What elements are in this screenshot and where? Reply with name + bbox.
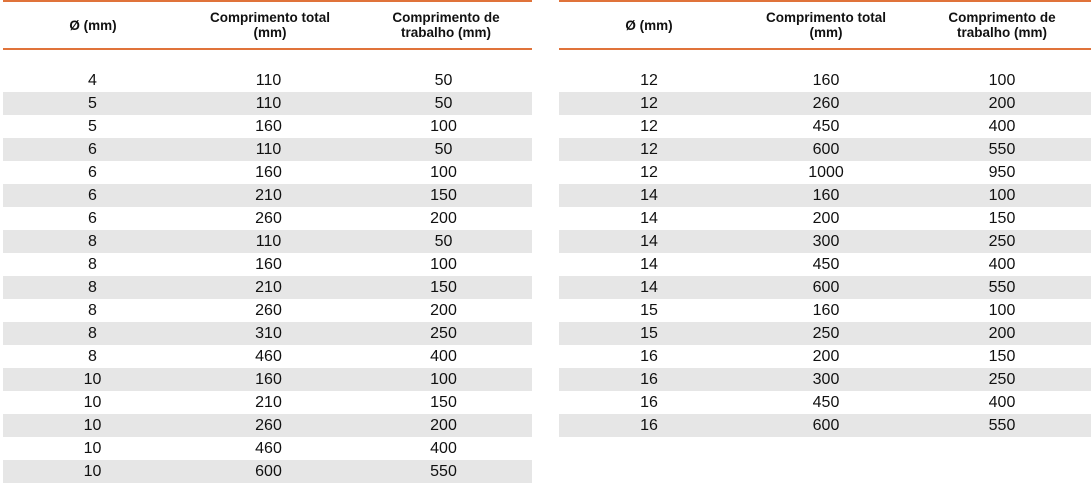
cell-diameter: 8: [88, 347, 97, 365]
table-row: [559, 391, 1091, 414]
cell-diameter: 8: [88, 324, 97, 342]
table-row: [559, 92, 1091, 115]
table-row: [559, 138, 1091, 161]
cell-working-length: 100: [988, 71, 1016, 89]
right-table: [559, 0, 1091, 434]
cell-total-length: 460: [255, 439, 282, 457]
cell-total-length: 600: [812, 140, 840, 158]
table-row: [559, 207, 1091, 230]
cell-working-length: 400: [988, 255, 1016, 273]
cell-working-length: 250: [988, 232, 1016, 250]
cell-total-length: 210: [255, 278, 282, 296]
header-diameter: Ø (mm): [625, 17, 673, 33]
cell-diameter: 16: [640, 416, 658, 434]
cell-working-length: 100: [430, 117, 457, 135]
cell-total-length: 300: [812, 232, 840, 250]
table-row: [3, 92, 532, 115]
cell-diameter: 10: [83, 439, 102, 457]
cell-diameter: 10: [83, 393, 102, 411]
table-row: [3, 115, 532, 138]
cell-working-length: 550: [430, 462, 457, 480]
table-row: [559, 69, 1091, 92]
cell-diameter: 12: [640, 117, 658, 135]
table-row: [559, 184, 1091, 207]
cell-working-length: 50: [434, 94, 453, 112]
table-row: [3, 253, 532, 276]
cell-diameter: 8: [88, 232, 97, 250]
cell-total-length: 600: [812, 416, 840, 434]
cell-total-length: 160: [812, 301, 840, 319]
cell-total-length: 450: [812, 393, 840, 411]
cell-diameter: 15: [640, 324, 658, 342]
cell-working-length: 550: [988, 416, 1016, 434]
cell-working-length: 50: [434, 232, 453, 250]
table-row: [559, 414, 1091, 437]
cell-total-length: 210: [255, 186, 282, 204]
cell-diameter: 10: [83, 416, 102, 434]
table-row: [559, 368, 1091, 391]
cell-working-length: 200: [988, 324, 1016, 342]
cell-diameter: 12: [640, 71, 658, 89]
cell-total-length: 260: [255, 416, 282, 434]
cell-working-length: 150: [988, 209, 1016, 227]
cell-working-length: 100: [430, 163, 457, 181]
cell-total-length: 250: [812, 324, 840, 342]
header-total-length: Comprimento total (mm): [210, 10, 330, 40]
cell-total-length: 260: [255, 301, 282, 319]
table-row: [3, 69, 532, 92]
table-row: [3, 138, 532, 161]
table-row: [3, 322, 532, 345]
cell-working-length: 100: [430, 370, 457, 388]
table-row: [559, 276, 1091, 299]
cell-working-length: 200: [988, 94, 1016, 112]
cell-diameter: 5: [88, 117, 97, 135]
cell-total-length: 110: [255, 232, 282, 250]
cell-total-length: 450: [812, 255, 840, 273]
cell-diameter: 14: [640, 186, 658, 204]
cell-diameter: 16: [640, 393, 658, 411]
cell-total-length: 600: [812, 278, 840, 296]
cell-working-length: 200: [430, 209, 457, 227]
table-row: [3, 276, 532, 299]
cell-diameter: 16: [640, 370, 658, 388]
cell-diameter: 12: [640, 140, 658, 158]
cell-working-length: 550: [988, 278, 1016, 296]
table-row: [559, 161, 1091, 184]
cell-working-length: 950: [988, 163, 1016, 181]
cell-total-length: 110: [255, 140, 282, 158]
cell-diameter: 14: [640, 232, 658, 250]
cell-total-length: 260: [812, 94, 840, 112]
cell-total-length: 200: [812, 209, 840, 227]
header-working-length: Comprimento de trabalho (mm): [948, 10, 1056, 40]
cell-total-length: 600: [255, 462, 282, 480]
table-row: [559, 115, 1091, 138]
table-row: [3, 230, 532, 253]
cell-diameter: 8: [88, 301, 97, 319]
header-working-length: Comprimento de trabalho (mm): [392, 10, 500, 40]
cell-working-length: 150: [430, 186, 457, 204]
table-row: [559, 253, 1091, 276]
cell-total-length: 110: [255, 71, 282, 89]
cell-total-length: 160: [255, 255, 282, 273]
cell-working-length: 400: [430, 439, 457, 457]
table-row: [559, 299, 1091, 322]
cell-working-length: 150: [988, 347, 1016, 365]
cell-working-length: 200: [430, 416, 457, 434]
cell-total-length: 110: [255, 94, 282, 112]
cell-diameter: 6: [88, 140, 97, 158]
cell-diameter: 14: [640, 278, 658, 296]
cell-working-length: 250: [988, 370, 1016, 388]
cell-diameter: 16: [640, 347, 658, 365]
cell-diameter: 6: [88, 163, 97, 181]
table-row: [3, 207, 532, 230]
cell-diameter: 5: [88, 94, 97, 112]
cell-diameter: 8: [88, 255, 97, 273]
cell-working-length: 100: [988, 186, 1016, 204]
header-diameter: Ø (mm): [69, 17, 117, 33]
cell-diameter: 14: [640, 255, 658, 273]
table-row: [559, 322, 1091, 345]
table-row: [3, 184, 532, 207]
cell-total-length: 310: [255, 324, 282, 342]
table-header: [559, 0, 1091, 50]
cell-total-length: 1000: [808, 163, 844, 181]
cell-total-length: 160: [255, 163, 282, 181]
cell-total-length: 300: [812, 370, 840, 388]
cell-total-length: 260: [255, 209, 282, 227]
cell-total-length: 450: [812, 117, 840, 135]
cell-total-length: 200: [812, 347, 840, 365]
cell-working-length: 50: [434, 140, 453, 158]
cell-total-length: 160: [812, 71, 840, 89]
cell-diameter: 15: [640, 301, 658, 319]
table-body: [3, 69, 532, 483]
cell-total-length: 160: [812, 186, 840, 204]
cell-diameter: 14: [640, 209, 658, 227]
table-header: [3, 0, 532, 50]
cell-working-length: 50: [434, 71, 453, 89]
table-row: [3, 299, 532, 322]
cell-working-length: 400: [988, 117, 1016, 135]
cell-diameter: 12: [640, 94, 658, 112]
cell-working-length: 200: [430, 301, 457, 319]
table-row: [3, 345, 532, 368]
table-body: [559, 69, 1091, 437]
cell-working-length: 400: [988, 393, 1016, 411]
cell-total-length: 210: [255, 393, 282, 411]
cell-working-length: 100: [988, 301, 1016, 319]
cell-diameter: 8: [88, 278, 97, 296]
table-row: [559, 230, 1091, 253]
table-row: [3, 161, 532, 184]
cell-diameter: 10: [83, 370, 102, 388]
header-total-length: Comprimento total (mm): [766, 10, 886, 40]
cell-working-length: 550: [988, 140, 1016, 158]
table-row: [559, 345, 1091, 368]
cell-working-length: 400: [430, 347, 457, 365]
cell-working-length: 150: [430, 393, 457, 411]
cell-working-length: 100: [430, 255, 457, 273]
cell-total-length: 160: [255, 117, 282, 135]
cell-diameter: 10: [83, 462, 102, 480]
table-row: [3, 437, 532, 460]
cell-diameter: 6: [88, 186, 97, 204]
table-row: [3, 391, 532, 414]
cell-total-length: 160: [255, 370, 282, 388]
table-row: [3, 368, 532, 391]
cell-working-length: 250: [430, 324, 457, 342]
cell-total-length: 460: [255, 347, 282, 365]
cell-diameter: 4: [88, 71, 97, 89]
left-table: [3, 0, 532, 480]
cell-working-length: 150: [430, 278, 457, 296]
cell-diameter: 6: [88, 209, 97, 227]
table-row: [3, 414, 532, 437]
cell-diameter: 12: [640, 163, 658, 181]
table-row: [3, 460, 532, 483]
